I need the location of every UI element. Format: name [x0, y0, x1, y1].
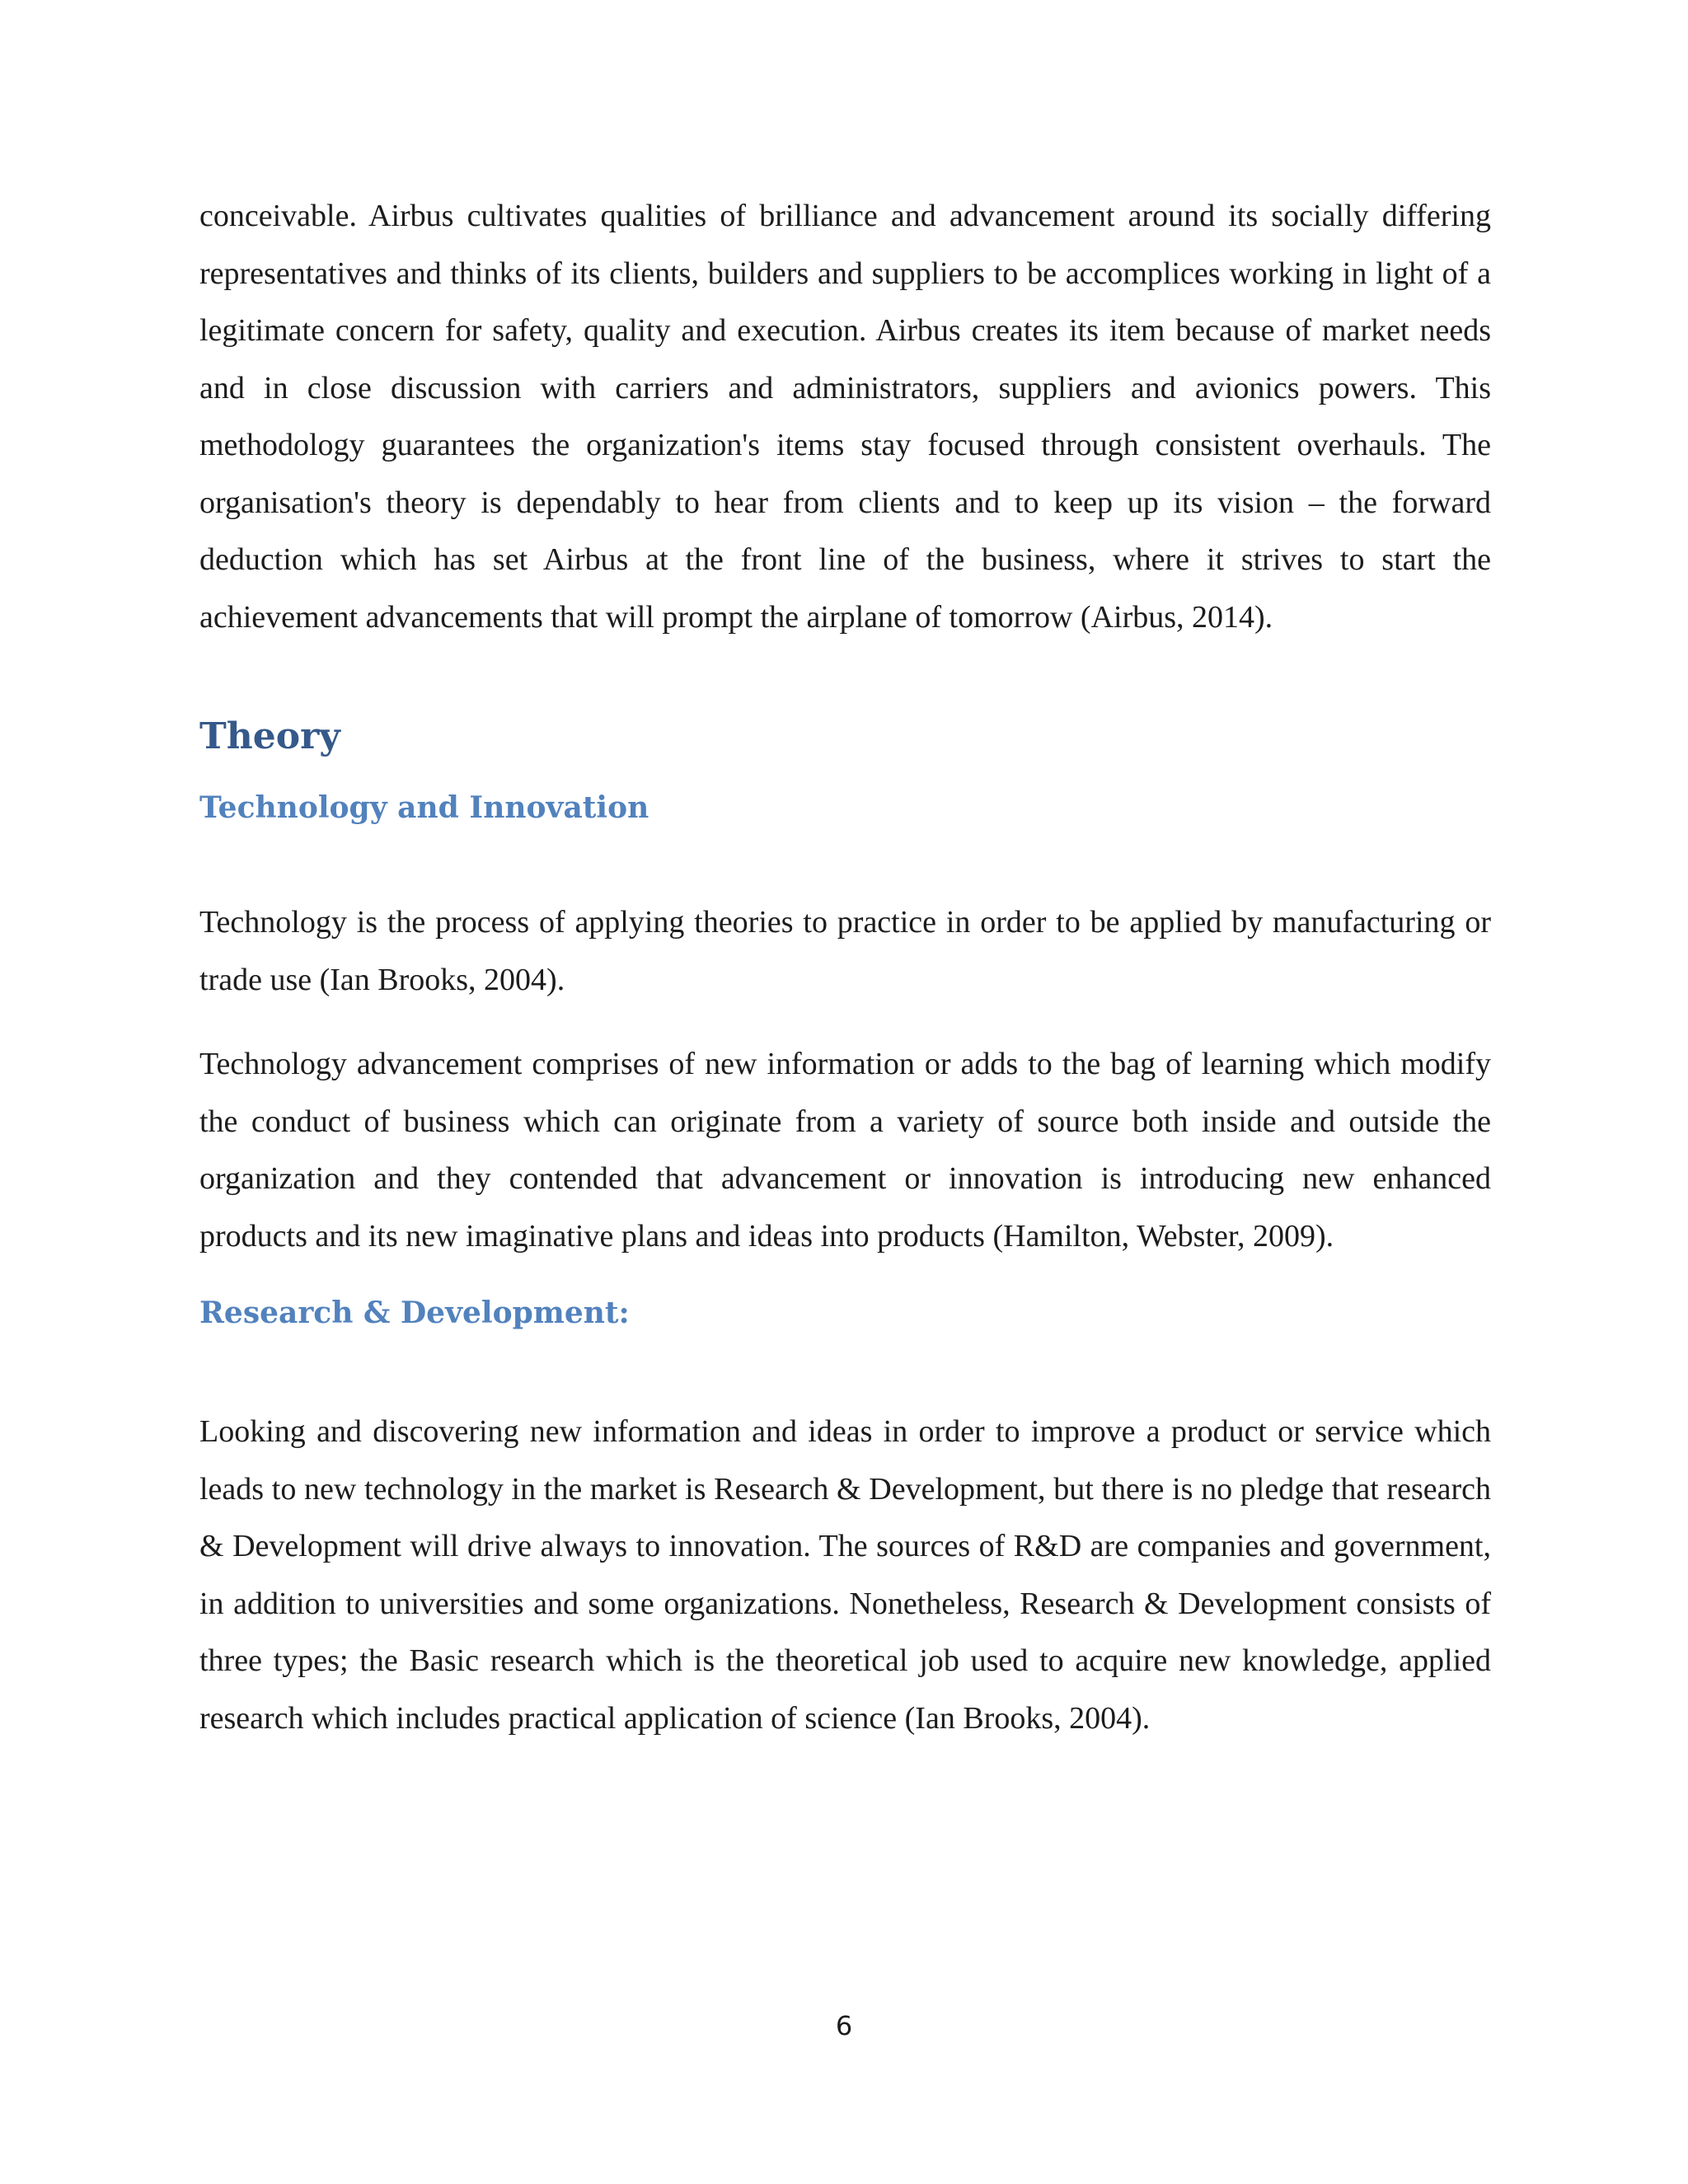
subsection-heading-research-development: Research & Development:: [199, 1296, 630, 1330]
page-content: [199, 188, 1491, 1747]
body-paragraph-technology-definition: Technology is the process of applying theories to practice in order to be applied by manufacturing or trade use (Ian Brooks, 2004).: [199, 905, 1491, 997]
body-paragraph-research-development: Looking and discovering new information and ideas in order to improve a product or service which leads to new technology in the market is Research & Development, but there is no pledge that research & Development will drive always to innovation. The sources of R&D are companies and government, in addition to universities and some organizations. Nonetheless, Research & Development consists of three types; the Basic research which is the theoretical job used to acquire new knowledge, applied research which includes practical application of science (Ian Brooks, 2004).: [199, 1414, 1491, 1736]
subsection-heading-technology-innovation: Technology and Innovation: [199, 790, 649, 825]
section-heading-theory: Theory: [199, 715, 340, 757]
body-paragraph-technology-advancement: Technology advancement comprises of new information or adds to the bag of learning which modify the conduct of business which can originate from a variety of source both inside and outside the organization and they contended that advancement or innovation is introducing new enhanced products and its new imaginative plans and ideas into products (Hamilton, Webster, 2009).: [199, 1047, 1491, 1254]
page-number: 6: [835, 2010, 853, 2041]
body-paragraph-airbus-continuation: conceivable. Airbus cultivates qualities of brilliance and advancement around its socially differing representatives and thinks of its clients, builders and suppliers to be accomplices working in light of a legitimate concern for safety, quality and execution. Airbus creates its item because of market needs and in close discussion with carriers and administrators, suppliers and avionics powers. This methodology guarantees the organization's items stay focused through consistent overhauls. The organisation's theory is dependably to hear from clients and to keep up its vision – the forward deduction which has set Airbus at the front line of the business, where it strives to start the achievement advancements that will prompt the airplane of tomorrow (Airbus, 2014).: [199, 199, 1491, 635]
